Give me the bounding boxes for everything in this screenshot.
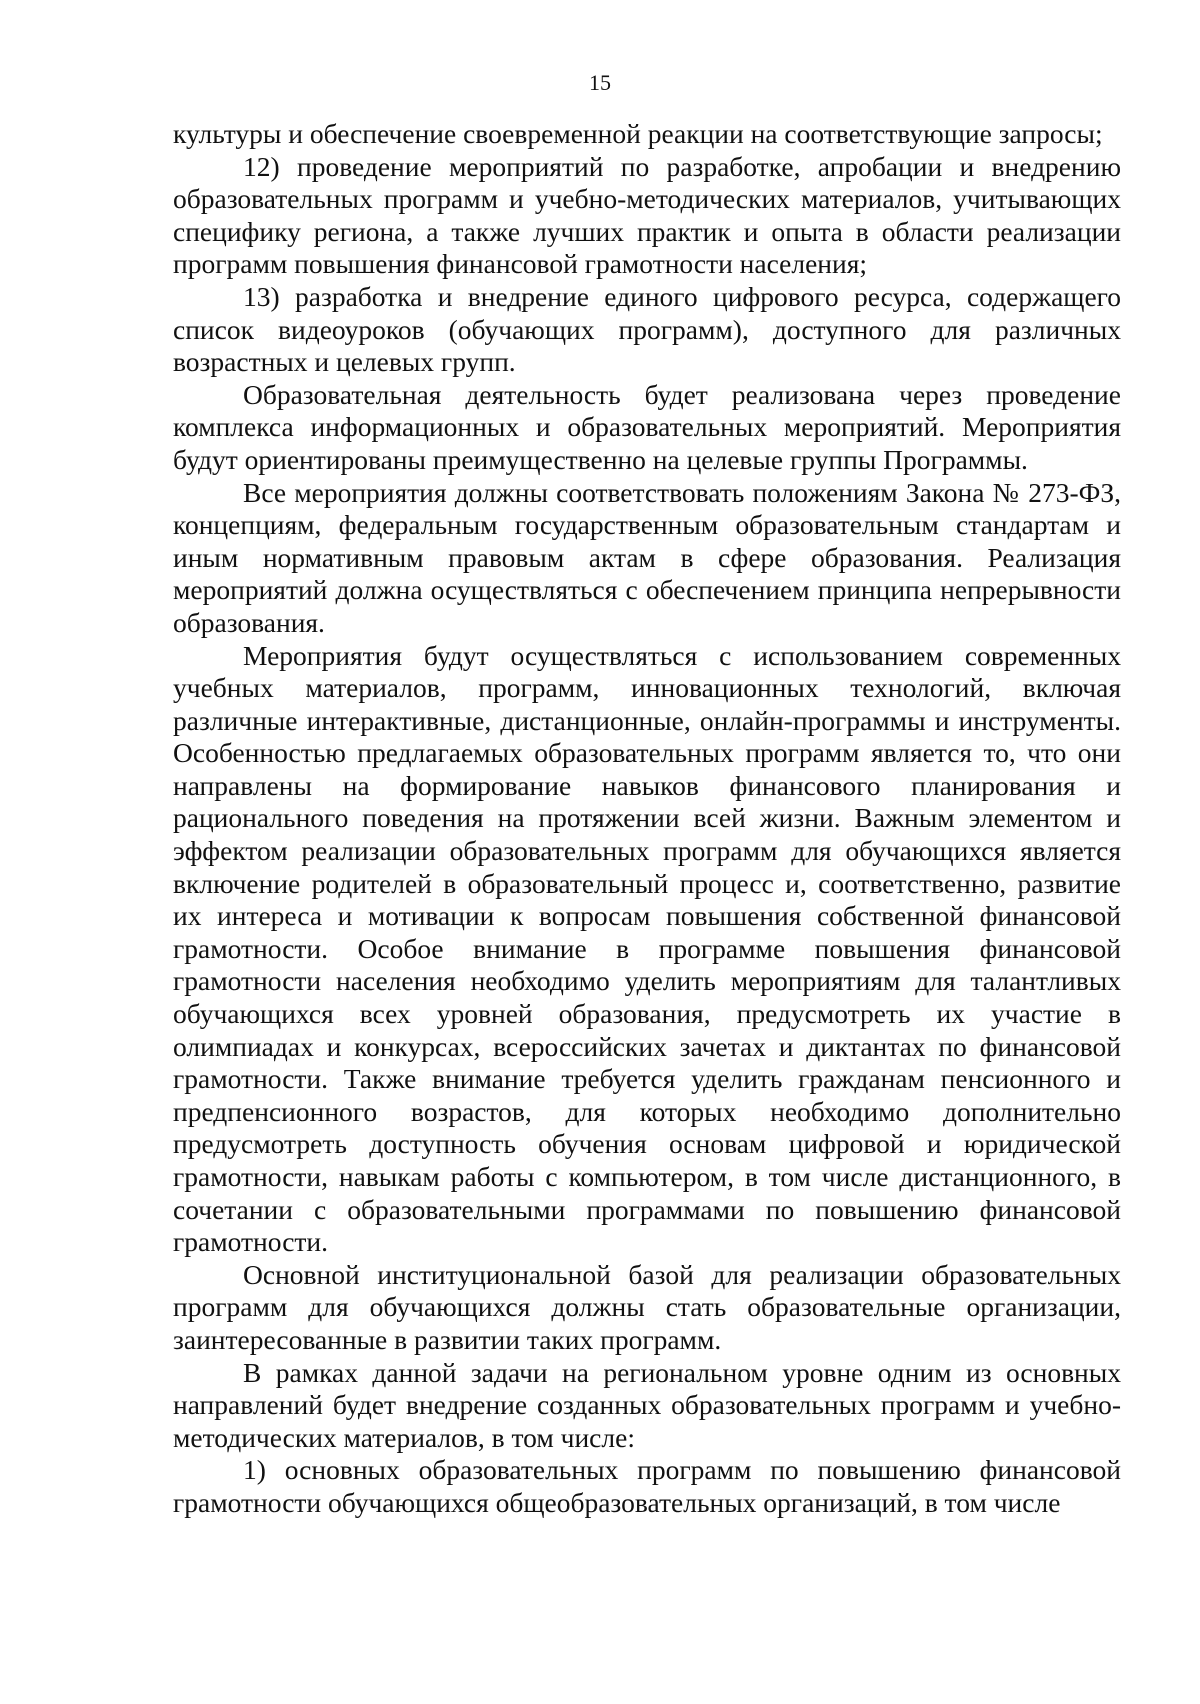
document-body [173, 118, 1121, 1520]
paragraph-all-events: Все мероприятия должны соответствовать положениям Закона № 273-ФЗ, концепциям, федеральным государственным образовательным стандартам и иным нормативным правовым актам в сфере образования. Реализация мероприятий должна осуществляться с обеспечением принципа непрерывности образования. [173, 476, 1121, 638]
paragraph-institutional-base: Основной институциональной базой для реализации образовательных программ для обучающихся должны стать образовательные организации, заинтересованные в развитии таких программ. [173, 1258, 1121, 1355]
list-item-1: 1) основных образовательных программ по повышению финансовой грамотности обучающихся общеобразовательных организаций, в том числе [173, 1454, 1121, 1518]
list-item-13: 13) разработка и внедрение единого цифрового ресурса, содержащего список видеоуроков (обучающих программ), доступного для различных возрастных и целевых групп. [173, 280, 1121, 378]
list-item-12: 12) проведение мероприятий по разработке, апробации и внедрению образовательных программ и учебно-методических материалов, учитывающих специфику региона, а также лучших практик и опыта в области реализации программ повышения финансовой грамотности населения; [173, 150, 1121, 280]
paragraph-regional-level: В рамках данной задачи на региональном уровне одним из основных направлений будет внедрение созданных образовательных программ и учебно-методических материалов, в том числе: [173, 1356, 1121, 1453]
paragraph-events-methods: Мероприятия будут осуществляться с использованием современных учебных материалов, программ, инновационных технологий, включая различные интерактивные, дистанционные, онлайн-программы и инструменты. Особенностью предлагаемых образовательных программ является то, что они направлены на формирование навыков финансового планирования и рационального поведения на протяжении всей жизни. Важным элементом и эффектом реализации образовательных программ для обучающихся является включение родителей в образовательный процесс и, соответственно, развитие их интереса и мотивации к вопросам повышения собственной финансовой грамотности. Особое внимание в программе повышения финансовой грамотности населения необходимо уделить мероприятиям для талантливых обучающихся всех уровней образования, предусмотреть их участие в олимпиадах и конкурсах, всероссийских зачетах и диктантах по финансовой грамотности. Также внимание требуется уделить гражданам пенсионного и предпенсионного возрастов, для которых необходимо дополнительно предусмотреть доступность обучения основам цифровой и юридической грамотности, навыкам работы с компьютером, в том числе дистанционного, в сочетании с образовательными программами по повышению финансовой грамотности. [173, 639, 1121, 1258]
page-number: 15 [589, 70, 611, 95]
paragraph-educational-activity: Образовательная деятельность будет реализована через проведение комплекса информационных и образовательных мероприятий. Мероприятия будут ориентированы преимущественно на целевые группы Программы. [173, 378, 1121, 475]
paragraph-continuation: культуры и обеспечение своевременной реакции на соответствующие запросы; [173, 118, 1103, 149]
